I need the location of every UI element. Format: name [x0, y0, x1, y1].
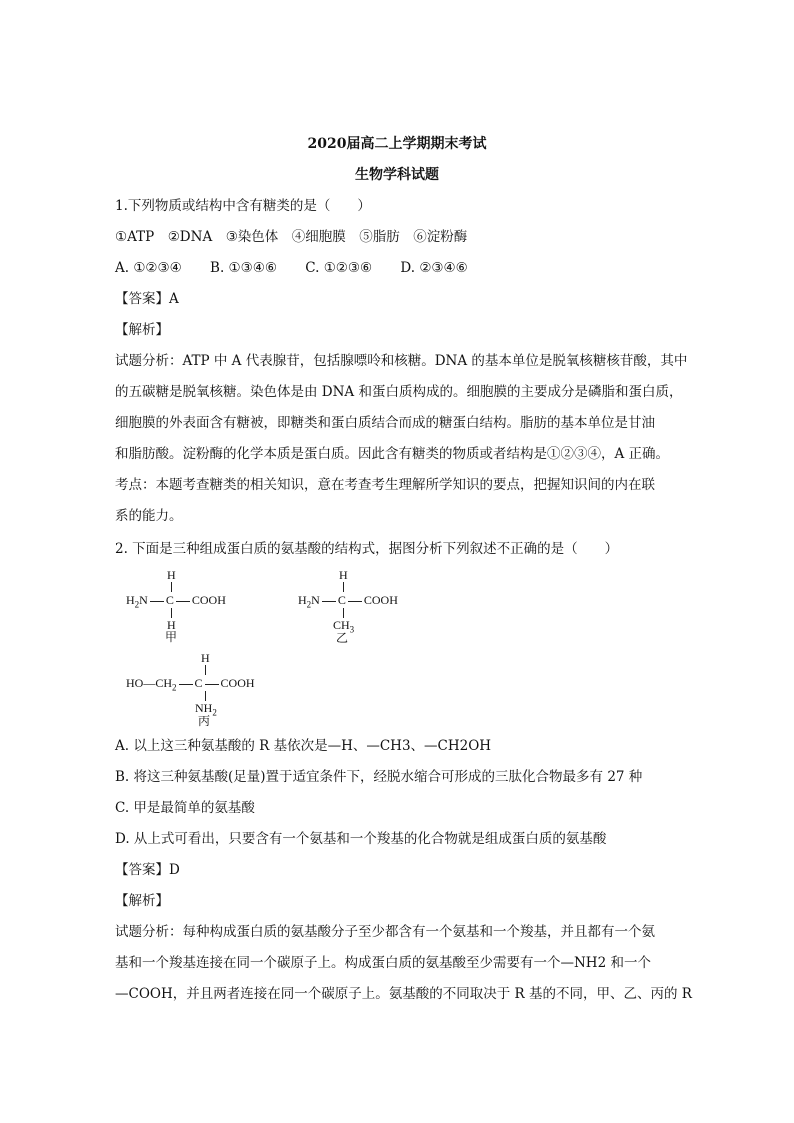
q2-analysis-line: —COOH，并且两者连接在同一个碳原子上。氨基酸的不同取决于 R 基的不同，甲、乙、丙的 R — [115, 986, 692, 1002]
q1-stem: 1.下列物质或结构中含有糖类的是（ ） — [115, 198, 371, 214]
jia-bottom-bond — [171, 608, 172, 618]
bing-top-bond — [205, 665, 206, 675]
q1-answer: 【答案】A — [115, 291, 179, 307]
bing-main-chain: $HO—CH_2$ C COOH — [126, 676, 255, 693]
q2-option-d: D. 从上式可看出，只要含有一个氨基和一个羧基的化合物就是组成蛋白质的氨基酸 — [115, 831, 607, 847]
q1-analysis-line: 细胞膜的外表面含有糖被，即糖类和蛋白质结合而成的糖蛋白结构。脂肪的基本单位是甘油 — [115, 415, 655, 431]
q2-option-c: C. 甲是最简单的氨基酸 — [115, 800, 255, 816]
q1-options — [115, 258, 685, 278]
bing-bottom-nh2: $NH_2$ — [195, 701, 217, 718]
q1-option-a: A. ①②③④ — [115, 260, 182, 276]
document-subtitle: 生物学科试题 — [355, 167, 439, 183]
yi-top-bond — [343, 582, 344, 592]
q1-analysis-line: 和脂肪酸。淀粉酶的化学本质是蛋白质。因此含有糖类的物质或者结构是①②③④，A 正确。 — [115, 446, 670, 462]
q2-analysis-line: 基和一个羧基连接在同一个碳原子上。构成蛋白质的氨基酸至少需要有一个—NH2 和一个 — [115, 955, 651, 971]
jia-label: 甲 — [165, 630, 178, 644]
q1-analysis-line: 考点：本题考查糖类的相关知识，意在考查考生理解所学知识的要点，把握知识间的内在联 — [115, 477, 655, 493]
jia-top-h: H — [167, 568, 176, 582]
q1-analysis-line: 试题分析：ATP 中 A 代表腺苷，包括腺嘌呤和核糖。DNA 的基本单位是脱氧核糖核苷酸，其中 — [115, 353, 688, 369]
yi-bottom-ch3: $CH_3$ — [333, 618, 355, 635]
q2-option-a: A. 以上这三种氨基酸的 R 基依次是—H、—CH3、—CH2OH — [115, 738, 492, 754]
yi-top-h: H — [339, 568, 348, 582]
bing-bottom-bond — [205, 691, 206, 701]
q1-option-b: B. ①③④⑥ — [210, 260, 277, 276]
q1-items: ①ATP ②DNA ③染色体 ④细胞膜 ⑤脂肪 ⑥淀粉酶 — [115, 229, 468, 245]
q2-option-b: B. 将这三种氨基酸(足量)置于适宜条件下，经脱水缩合可形成的三肽化合物最多有 27 种 — [115, 769, 643, 785]
bing-top-h: H — [201, 651, 210, 665]
q2-analysis-heading: 【解析】 — [115, 893, 169, 909]
q2-stem: 2. 下面是三种组成蛋白质的氨基酸的结构式，据图分析下列叙述不正确的是（ ） — [115, 541, 619, 557]
q1-analysis-line: 的五碳糖是脱氧核糖。染色体是由 DNA 和蛋白质构成的。细胞膜的主要成分是磷脂和蛋白质， — [115, 384, 683, 400]
yi-main-chain: $H_2N$ C COOH — [298, 593, 398, 610]
q1-analysis-heading: 【解析】 — [115, 322, 169, 338]
bing-label: 丙 — [198, 714, 211, 728]
document-title: 2020届高二上学期期末考试 — [307, 136, 487, 152]
q2-analysis-line: 试题分析：每种构成蛋白质的氨基酸分子至少都含有一个氨基和一个羧基，并且都有一个氨 — [115, 924, 655, 940]
jia-main-chain: $H_2N$ C COOH — [126, 593, 226, 610]
jia-top-bond — [171, 582, 172, 592]
q1-option-c: C. ①②③⑥ — [305, 260, 373, 276]
jia-bottom-h: H — [167, 618, 176, 632]
yi-bottom-bond — [343, 608, 344, 618]
yi-label: 乙 — [336, 631, 349, 645]
q1-analysis-line: 系的能力。 — [115, 508, 183, 524]
q2-answer: 【答案】D — [115, 862, 180, 878]
q1-option-d: D. ②③④⑥ — [400, 260, 468, 276]
